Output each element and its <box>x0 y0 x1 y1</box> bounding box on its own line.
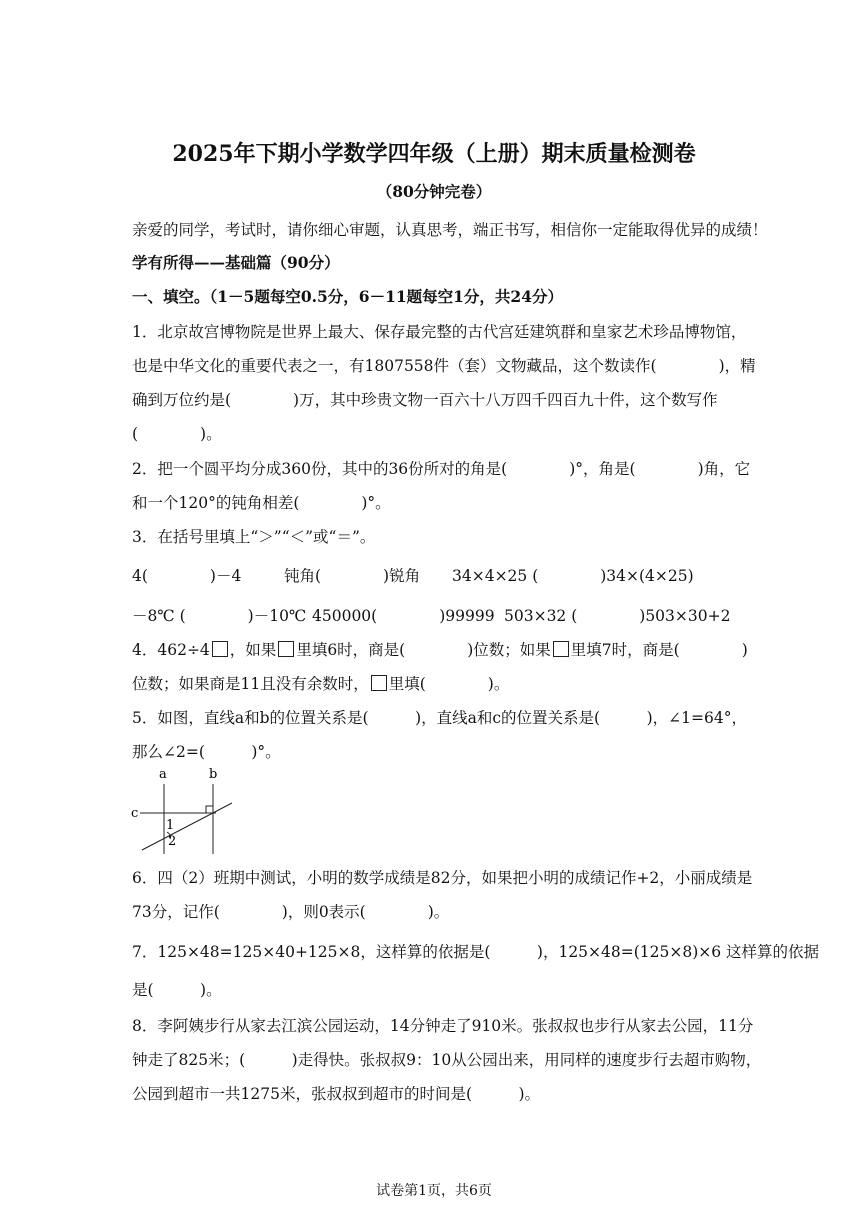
q7-line-2: 是( )。 <box>132 981 222 999</box>
intro-text: 亲爱的同学，考试时，请你细心审题，认真思考，端正书写，相信你一定能取得优异的成绩！ <box>132 221 768 239</box>
q4-line-1 <box>132 638 748 660</box>
lines-figure <box>128 764 240 856</box>
section-heading: 学有所得——基础篇（90分） <box>132 253 340 272</box>
label-b: b <box>209 767 218 782</box>
q3-item-1: 4( )－4 <box>132 567 242 585</box>
page-footer: 试卷第1页，共6页 <box>376 1183 492 1199</box>
right-angle-mark <box>206 806 213 813</box>
label-angle-2: 2 <box>168 834 177 849</box>
q3-item-4: －8℃ ( )－10℃ <box>132 607 307 625</box>
exam-title: 2025年下期小学数学四年级（上册）期末质量检测卷 <box>172 141 696 167</box>
q3-item-5: 450000( )99999 <box>312 607 495 625</box>
transversal-line <box>142 803 232 850</box>
q2-line-1: 2．把一个圆平均分成360份，其中的36份所对的角是( )°，角是( )角，它 <box>132 460 751 478</box>
q4-text-1: ，如果 <box>229 641 277 659</box>
q5-line-1: 5．如图，直线a和b的位置关系是( )，直线a和c的位置关系是( )，∠1=64°， <box>132 709 747 727</box>
q4-text-5: 里填( )。 <box>388 675 510 693</box>
q4-expression: 4．462÷4 <box>132 641 210 659</box>
q7-line-1: 7．125×48=125×40+125×8，这样算的依据是( )，125×48=(125×8)×6 这样算的依据 <box>132 943 820 961</box>
q4-text-3: 里填7时，商是( ) <box>570 641 748 659</box>
blank-box <box>371 675 387 691</box>
q2-line-2: 和一个120°的钝角相差( )°。 <box>132 494 391 512</box>
blank-box <box>553 641 569 657</box>
q4-text-2: 里填6时，商是( )位数；如果 <box>296 641 551 659</box>
part-heading: 一、填空。（1－5题每空0.5分，6－11题每空1分，共24分） <box>132 287 563 306</box>
q8-line-1: 8．李阿姨步行从家去江滨公园运动，14分钟走了910米。张叔叔也步行从家去公园，11分 <box>132 1017 754 1035</box>
q3-item-6: 503×32 ( )503×30+2 <box>504 607 731 625</box>
q6-line-1: 6．四（2）班期中测试，小明的数学成绩是82分，如果把小明的成绩记作+2，小丽成绩是 <box>132 869 753 887</box>
label-c: c <box>131 806 139 821</box>
q8-line-3: 公园到超市一共1275米，张叔叔到超市的时间是( )。 <box>132 1085 541 1103</box>
q4-text-4: 位数；如果商是11且没有余数时， <box>132 675 369 693</box>
q1-line-2: 也是中华文化的重要代表之一，有1807558件（套）文物藏品，这个数读作( )，精 <box>132 357 756 375</box>
q8-line-2: 钟走了825米；( )走得快。张叔叔9：10从公园出来，用同样的速度步行去超市购物， <box>132 1051 762 1069</box>
q1-line-3: 确到万位约是( )万，其中珍贵文物一百六十八万四千四百九十件，这个数写作 <box>132 391 718 409</box>
q3-item-2: 钝角( )锐角 <box>284 567 421 585</box>
q1-line-1: 1．北京故宫博物院是世界上最大、保存最完整的古代宫廷建筑群和皇家艺术珍品博物馆， <box>132 323 747 341</box>
q1-line-4: ( )。 <box>132 425 222 443</box>
q5-line-2: 那么∠2=( )°。 <box>132 743 281 761</box>
exam-subtitle: （80分钟完卷） <box>376 182 492 201</box>
q3-prompt: 3．在括号里填上“＞”“＜”或“＝”。 <box>132 528 376 546</box>
q4-line-2 <box>132 672 509 694</box>
blank-box <box>212 641 228 657</box>
label-angle-1: 1 <box>166 818 175 833</box>
q6-line-2: 73分，记作( )，则0表示( )。 <box>132 903 450 921</box>
label-a: a <box>159 767 167 782</box>
q3-item-3: 34×4×25 ( )34×(4×25) <box>452 567 694 585</box>
blank-box <box>278 641 294 657</box>
